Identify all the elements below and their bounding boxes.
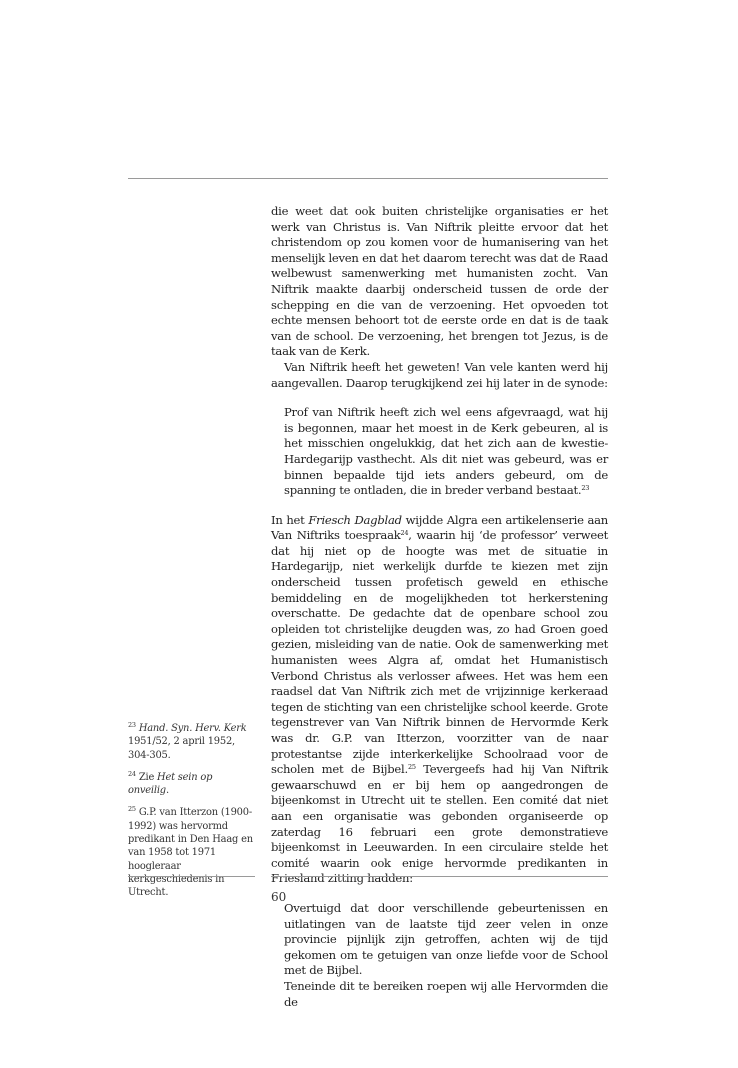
paragraph-3-part-d: Tevergeefs had hij Van Niftrik gewaarschuwd en er bij hem op aangedrongen de bijeenkomst in Utrecht uit te stellen. Een comité dat niet aan een organisatie was gebonden organiseerde op zaterdag 16 februari een grote demonstratieve bijeenkomst in Leeuwarden. In een circulaire stelde het comité waarin ook enige hervormde predikanten in Friesland zitting hadden: [271, 762, 609, 886]
footnote-text: . [165, 785, 169, 797]
paragraph-1: die weet dat ook buiten christelijke organisaties er het werk van Christus is. Van Niftrik pleitte ervoor dat het christendom op zou komen voor de humanisering van het menselijk leven en dat het daarom terecht was dat de Raad welbewust samenwerking met humanisten zocht. Van Niftrik maakte daarbij onderscheid tussen de orde der schepping en die van de verzoening. Het opvoeden tot echte mensen behoort tot de eerste orde en dat is de taak van de school. De verzoening, het brengen tot Jezus, is de taak van de Kerk. [271, 204, 608, 359]
paragraph-2: Van Niftrik heeft het geweten! Van vele kanten werd hij aangevallen. Daarop terugkijkend zei hij later in de synode: [271, 359, 608, 390]
quote-1-text [284, 405, 608, 499]
footnote-bottom-rule [128, 876, 255, 877]
newspaper-title: Friesch Dagblad [308, 512, 402, 527]
paragraph-3-part-c: , waarin hij ‘de professor’ verweet dat hij niet op de hoogte was met de situatie in Hardegarijp, niet werkelijk durfde te kiezen met zijn onderscheid tussen profetisch geweld en ethische bemiddeling en de mogelijkheden tot herkerstening overschatte. De gedachte dat de openbare school zou opleiden tot christelijke deugden was, zo had Groen goed gezien, misleiding van de natie. Ook de samenwerking met humanisten wees Algra af, omdat het Humanistisch Verbond Christus als verlosser afwees. Het was hem een raadsel dat Van Niftrik zich met de vrijzinnige kerkeraad tegen de stichting van een christelijke school keerde. Grote tegenstrever van Van Niftrik binnen de Hervormde Kerk was dr. G.P. van Itterzon, voorzitter van de naar protestantse zijde interkerkelijke Schoolraad voor de scholen met de Bijbel. [271, 528, 608, 777]
footnote-ref-24: 24 [400, 529, 409, 538]
top-rule [128, 178, 608, 179]
footnote-number: 23 [128, 721, 136, 729]
footnote-24 [128, 771, 255, 798]
footnote-italic: Het sein op onveilig [128, 771, 213, 797]
footnote-ref-23: 23 [581, 484, 590, 493]
footnote-number: 25 [128, 805, 136, 814]
page-number: 60 [271, 890, 287, 904]
paragraph-3 [271, 513, 608, 887]
block-quote-1 [284, 405, 608, 499]
footnote-text: G.P. van Itterzon (1900-1992) was hervormd predikant in Den Haag en van 1958 tot 1971 hoogleraar kerkgeschiedenis in Utrecht. [128, 807, 253, 899]
footnote-23 [128, 722, 255, 762]
footnote-pre: Zie [138, 771, 158, 783]
quote-2-paragraph-2: Teneinde dit te bereiken roepen wij alle Hervormden die de [284, 978, 608, 1009]
quote-1-body: Prof van Niftrik heeft zich wel eens afgevraagd, wat hij is begonnen, maar het moest in de Kerk gebeuren, al is het misschien ongelukkig, dat het zich aan de kwestie-Hardegarijp vasthecht. Als dit niet was gebeurd, was er binnen bepaalde tijd iets anders gebeurd, om de spanning te ontladen, die in breder verband bestaat. [284, 405, 608, 498]
footnote-25 [128, 806, 255, 899]
footnotes-column [128, 722, 255, 909]
paragraph-3-part-b: wijdde Algra een artikelenserie aan Van Niftriks toespraak [271, 512, 609, 543]
block-quote-2 [284, 901, 608, 1010]
main-text-column [271, 204, 608, 1010]
paragraph-3-part-a: In het [271, 512, 309, 527]
footnote-italic: Hand. Syn. Herv. Kerk [138, 723, 247, 734]
quote-2-paragraph-1: Overtuigd dat door verschillende gebeurtenissen en uitlatingen van de laatste tijd zeer velen in onze provincie pijnlijk zijn getroffen, achten wij de tijd gekomen om te getuigen van onze liefde voor de School met de Bijbel. [284, 900, 608, 978]
text-bottom-rule [271, 876, 608, 877]
footnote-text: 1951/52, 2 april 1952, 304-305. [128, 736, 235, 761]
footnote-number: 24 [128, 769, 136, 778]
footnote-ref-25: 25 [407, 763, 416, 772]
